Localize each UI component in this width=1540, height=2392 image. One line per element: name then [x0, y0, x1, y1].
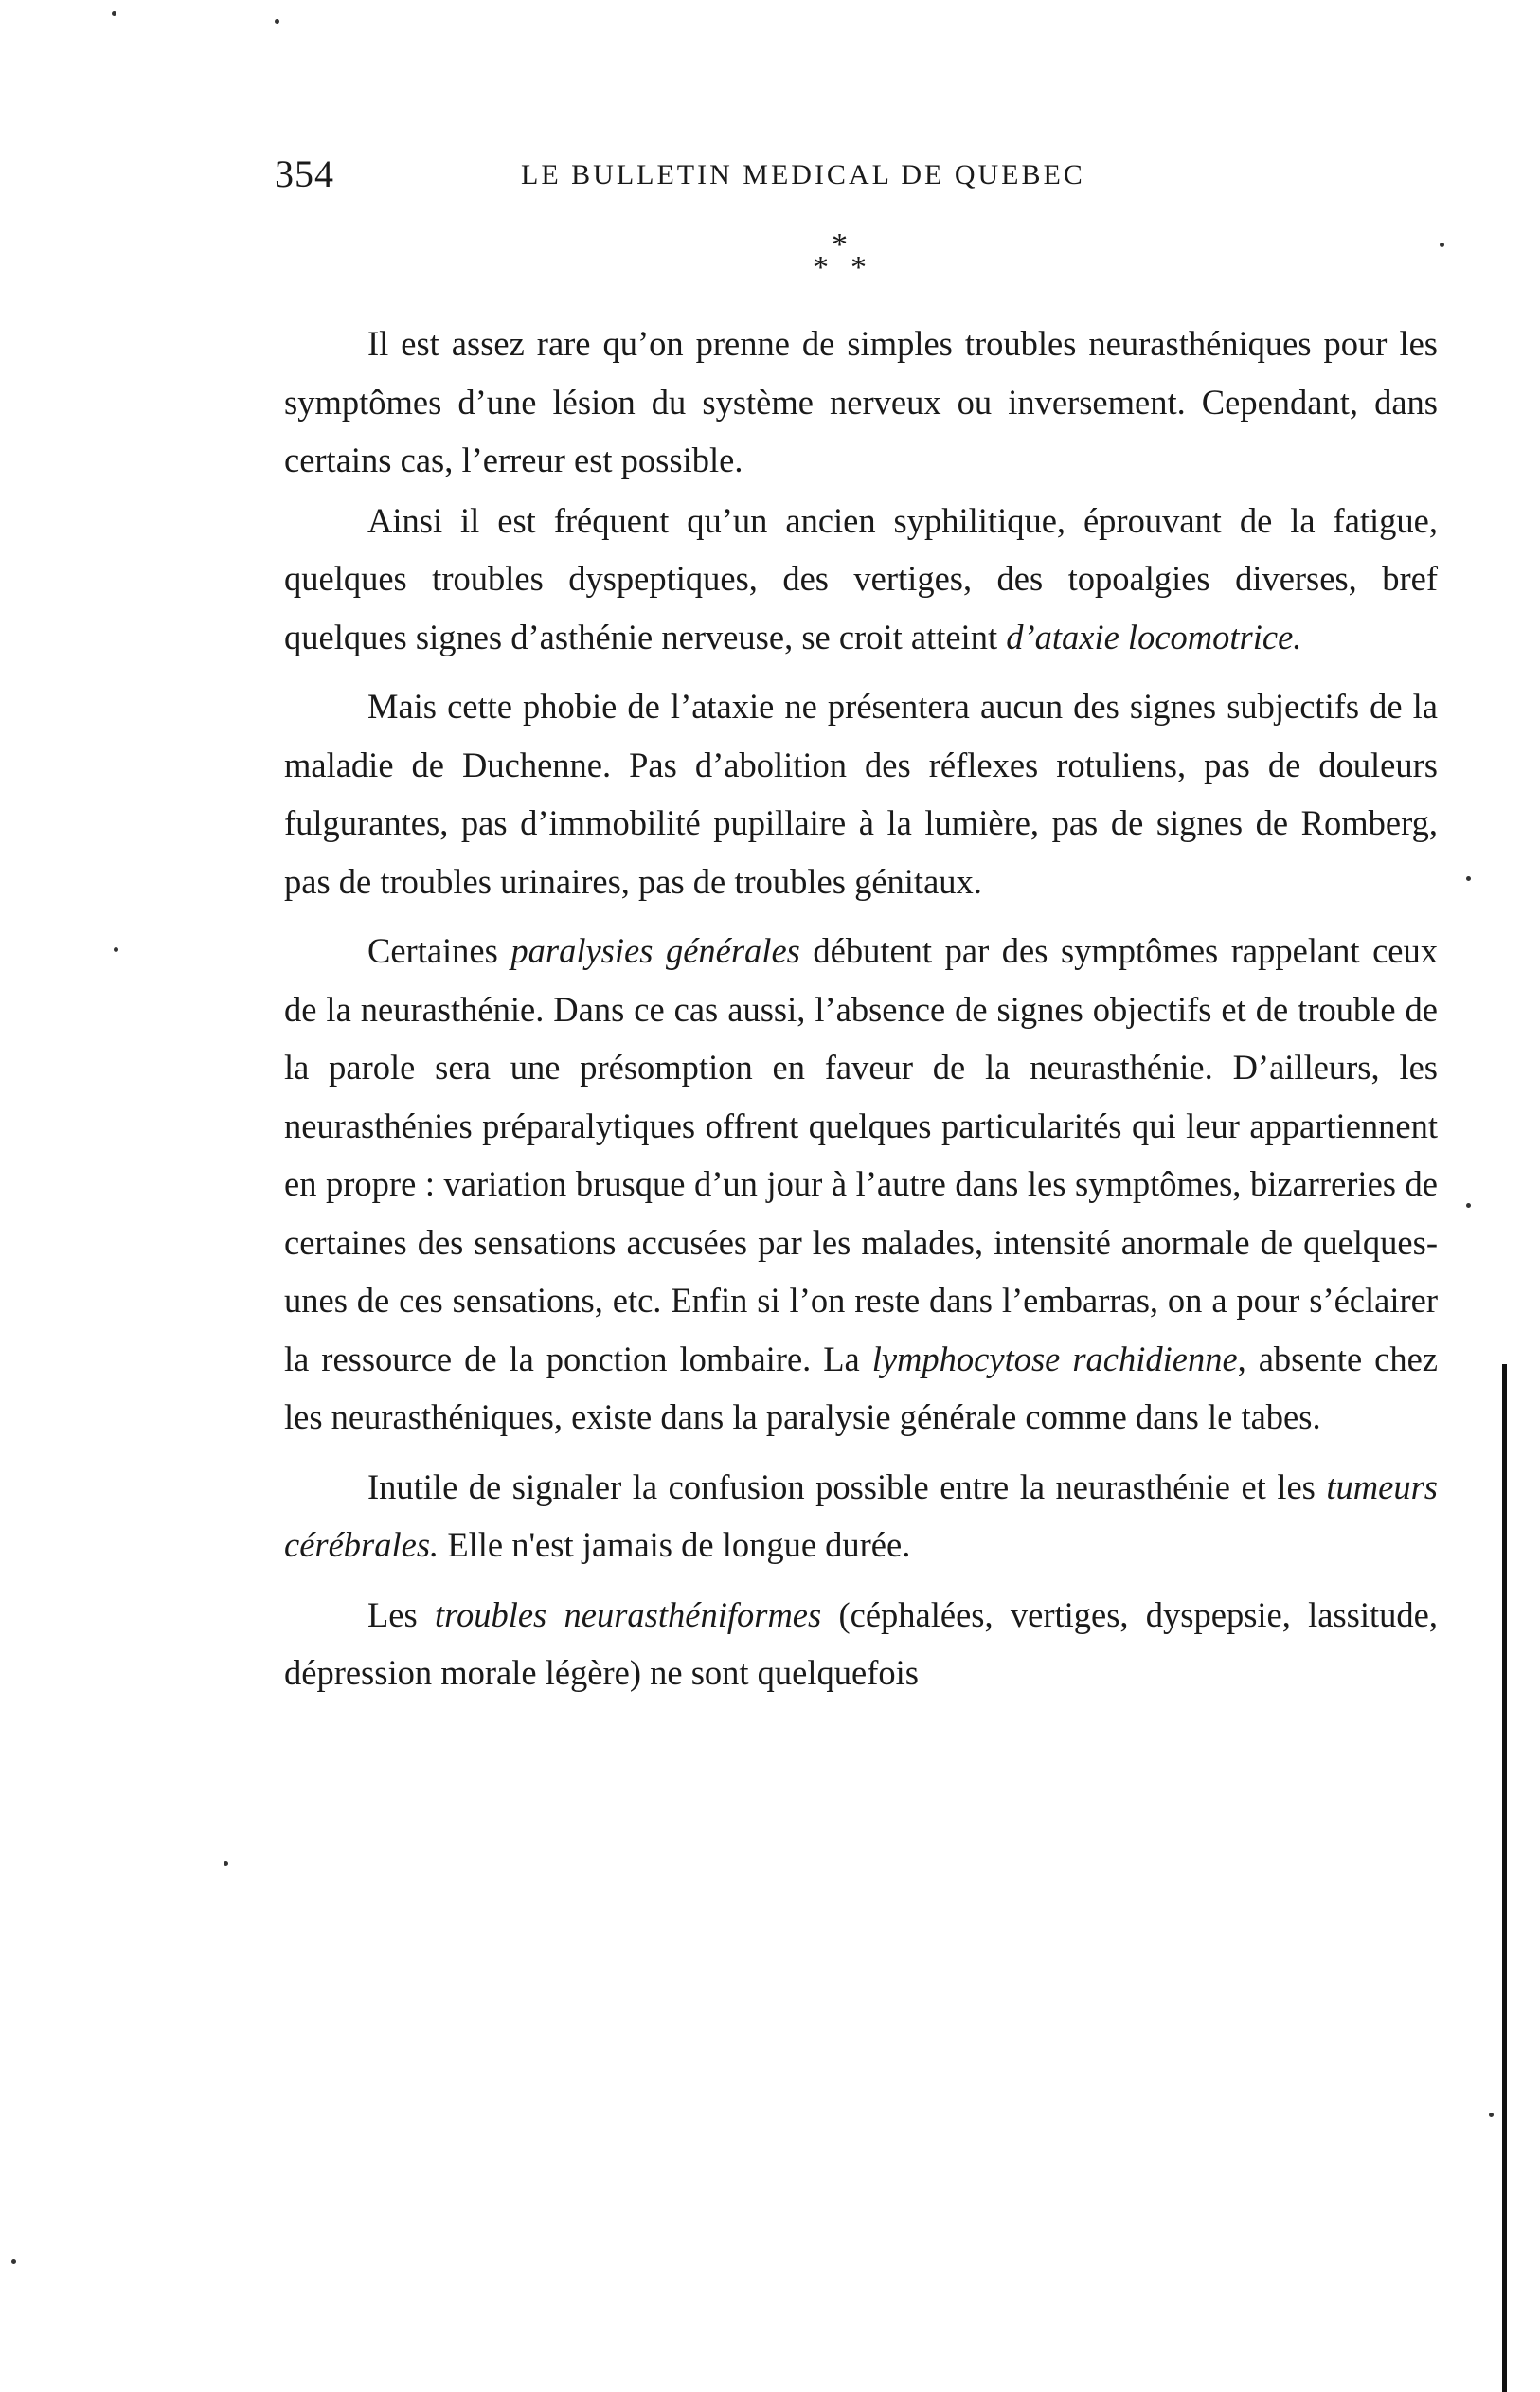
paragraph-1 [284, 315, 1438, 490]
paragraph-6 [284, 1586, 1438, 1702]
scan-speck [275, 19, 279, 24]
asterism-star: * [851, 250, 867, 285]
italic-term: lymphocytose rachidienne [871, 1339, 1238, 1378]
paragraph-text: Les [367, 1594, 435, 1634]
paragraph-5 [284, 1458, 1438, 1574]
paragraph-text: Certaines [367, 931, 511, 970]
paragraph-text: Il est assez rare qu’on prenne de simples troubles neurasthéniques pour les symptômes d’une lésion du système nerveux ou inversement. Cependant, dans certains cas, l’erreur est possible. [284, 324, 1438, 479]
page-edge-shadow [1502, 1364, 1507, 2392]
paragraph-text: (céphalées, vertiges, dyspepsie, lassitude, dépression morale légère) ne sont quelquefois [284, 1594, 1438, 1692]
scan-speck [1466, 876, 1471, 881]
page-header [275, 152, 1231, 208]
paragraph-text: débutent par des symptômes rappelant ceux de la neurasthénie. Dans ce cas aussi, l’absence de signes objectifs et de trouble de la parole sera une présomption en faveur de la neurasthénie. D’ailleurs, les neurasthénies préparalytiques offrent quelques particularités qui leur appartiennent en propre : variation brusque d’un jour à l’autre dans les symptômes, bizarreries de certaines des sensations accusées par les malades, intensité anormale de quelques-unes de ces sensations, etc. Enfin si l’on reste dans l’embarras, on a pour s’éclairer la ressource de la ponction lombaire. La [284, 931, 1438, 1378]
scan-speck [1440, 243, 1444, 247]
scan-speck [112, 11, 116, 16]
scan-speck [11, 2259, 16, 2264]
paragraph-text: , absente chez les neurasthéniques, existe dans la paralysie générale comme dans le tabes. [284, 1339, 1438, 1436]
paragraph-text: Inutile de signaler la confusion possible entre la neurasthénie et les [367, 1466, 1327, 1506]
scan-speck [1466, 1203, 1471, 1208]
italic-term: troubles neurasthéniformes [434, 1594, 822, 1634]
page-number: 354 [275, 153, 334, 195]
asterism-separator [805, 227, 881, 284]
italic-term: d’ataxie locomotrice. [1006, 617, 1302, 656]
paragraph-3 [284, 677, 1438, 910]
body-text [284, 315, 1438, 1702]
scan-speck [224, 1861, 228, 1866]
paragraph-4 [284, 922, 1438, 1447]
scan-speck [114, 947, 118, 952]
italic-term: tumeurs cérébrales. [284, 1466, 1438, 1564]
paragraph-text: Mais cette phobie de l’ataxie ne présentera aucun des signes subjectifs de la maladie de Duchenne. Pas d’abolition des réflexes rotuliens, pas de douleurs fulgurantes, pas d’immobilité pupillaire à la lumière, pas de signes de Romberg, pas de troubles urinaires, pas de troubles génitaux. [284, 687, 1438, 901]
italic-term: paralysies générales [510, 931, 800, 970]
paragraph-2 [284, 492, 1438, 667]
scan-speck [1489, 2113, 1494, 2117]
asterism-star: * [832, 227, 848, 262]
asterism-star: * [813, 250, 829, 285]
paragraph-text: Ainsi il est fréquent qu’un ancien syphilitique, éprouvant de la fatigue, quelques troubles dyspeptiques, des vertiges, des topoalgies diverses, bref quelques signes d’asthénie nerveuse, se croit atteint [284, 500, 1438, 656]
running-head: LE BULLETIN MEDICAL DE QUEBEC [521, 159, 1085, 190]
paragraph-text: Elle n'est jamais de longue durée. [439, 1525, 911, 1564]
